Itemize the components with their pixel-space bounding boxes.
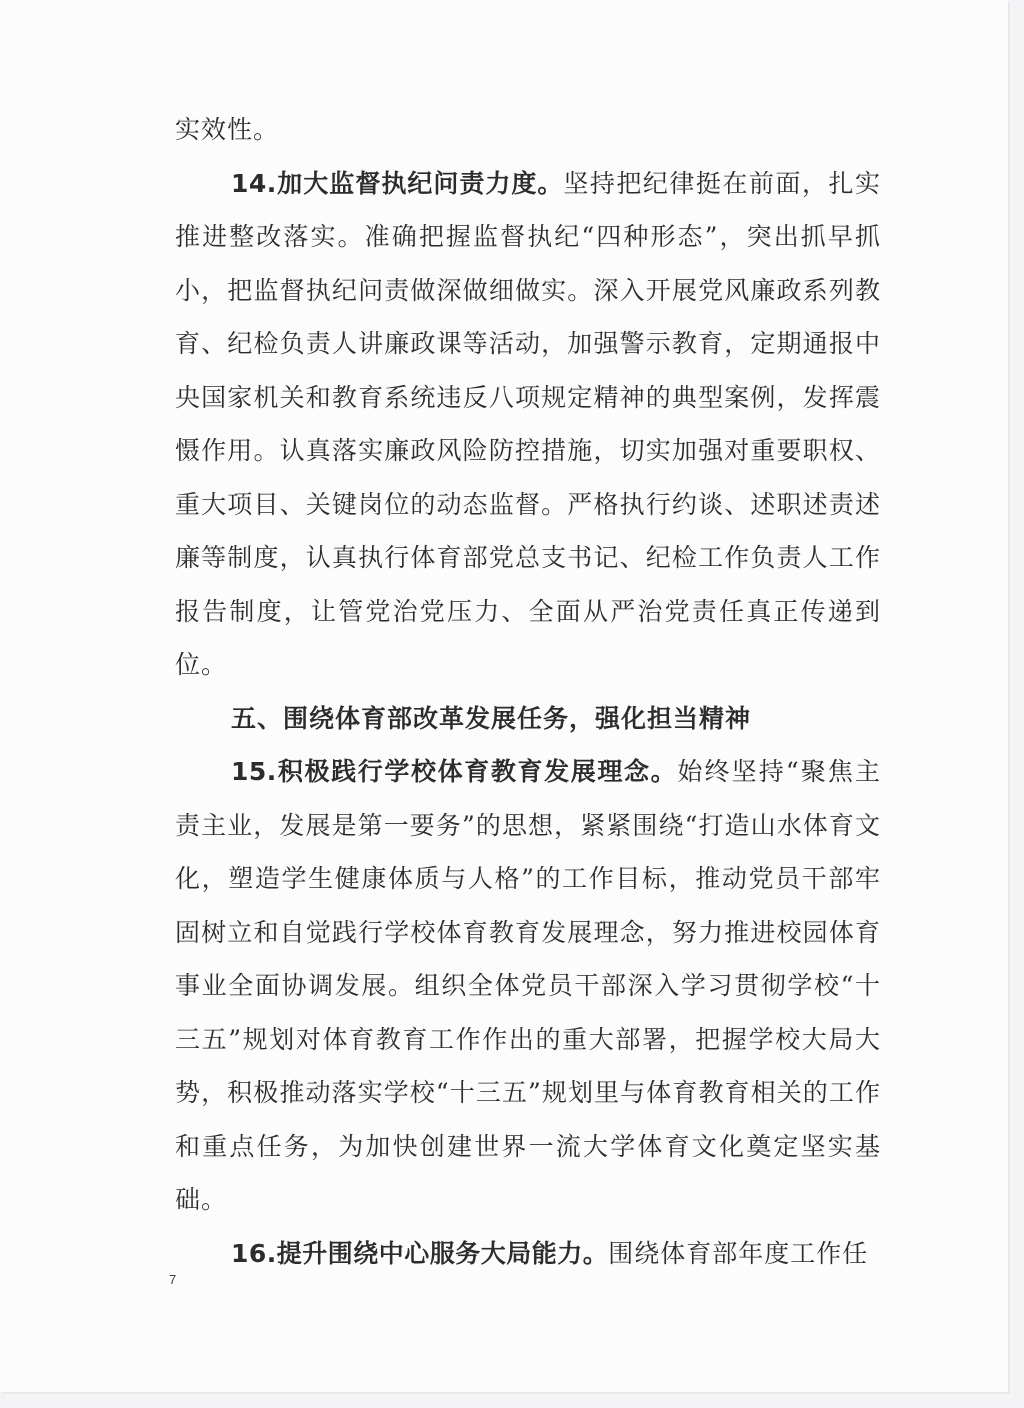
paragraph-16-heading: 16.提升围绕中心服务大局能力。 — [231, 1238, 609, 1268]
paragraph-14-heading: 14.加大监督执纪问责力度。 — [231, 168, 564, 198]
paragraph-text: 实效性。 — [175, 115, 280, 144]
continuation-paragraph — [175, 103, 881, 157]
section-5-heading: 五、围绕体育部改革发展任务，强化担当精神 — [231, 703, 752, 733]
paragraph-15 — [175, 745, 881, 1227]
document-body — [175, 103, 881, 1280]
page-number: 7 — [169, 1272, 177, 1287]
paragraph-15-heading: 15.积极践行学校体育教育发展理念。 — [231, 757, 678, 786]
paragraph-15-body: 始终坚持“聚焦主责主业，发展是第一要务”的思想，紧紧围绕“打造山水体育文化，塑造学生健康体质与人格”的工作目标，推动党员干部牢固树立和自觉践行学校体育教育发展理念，努力推进校园体育事业全面协调发展。组织全体党员干部深入学习贯彻学校“十三五”规划对体育教育工作作出的重大部署，把握学校大局大势，积极推动落实学校“十三五”规划里与体育教育相关的工作和重点任务，为加快创建世界一流大学体育文化奠定坚实基础。 — [175, 757, 881, 1214]
paragraph-14 — [175, 157, 881, 692]
paragraph-14-body: 坚持把纪律挺在前面，扎实推进整改落实。准确把握监督执纪“四种形态”，突出抓早抓小，把监督执纪问责做深做细做实。深入开展党风廉政系列教育、纪检负责人讲廉政课等活动，加强警示教育，定期通报中央国家机关和教育系统违反八项规定精神的典型案例，发挥震慑作用。认真落实廉政风险防控措施，切实加强对重要职权、重大项目、关键岗位的动态监督。严格执行约谈、述职述责述廉等制度，认真执行体育部党总支书记、纪检工作负责人工作报告制度，让管党治党压力、全面从严治党责任真正传递到位。 — [175, 168, 881, 679]
paragraph-16 — [175, 1227, 881, 1281]
paragraph-16-body: 围绕体育部年度工作任 — [608, 1238, 869, 1268]
